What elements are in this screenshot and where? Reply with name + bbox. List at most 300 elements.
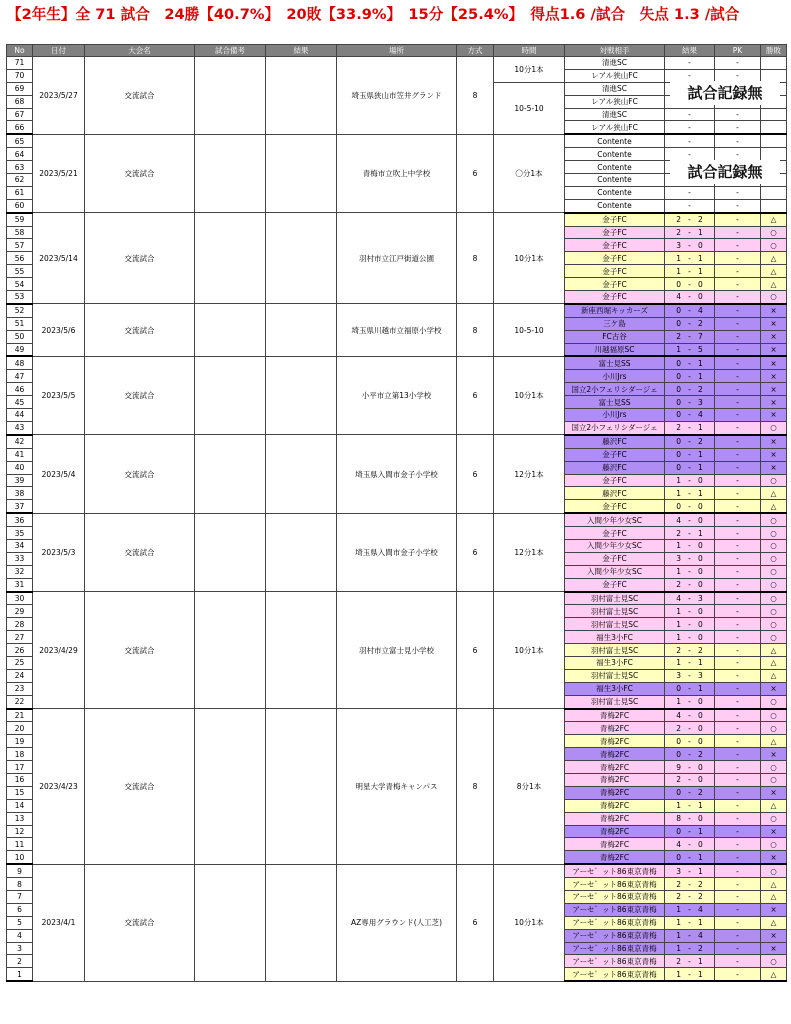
cell-no: 44: [7, 409, 33, 422]
cell-opponent: 羽村富士見SC: [565, 592, 665, 605]
cell-time: 12分1本: [494, 435, 565, 513]
table-row: [7, 709, 787, 722]
cell-note: [195, 356, 266, 434]
score-home: 1: [676, 619, 681, 629]
score-away: 0: [698, 839, 703, 849]
cell-score: 4 - 3: [665, 592, 715, 605]
cell-date: 2023/5/27: [33, 57, 85, 135]
score-home: 1: [676, 345, 681, 355]
cell-score: 2 - 2: [665, 644, 715, 657]
cell-opponent: 青梅2FC: [565, 799, 665, 812]
cell-win-loss: ×: [761, 461, 787, 474]
score-away: 0: [698, 697, 703, 707]
cell-pk: -: [715, 618, 761, 631]
cell-date: 2023/5/3: [33, 513, 85, 591]
cell-pk: -: [715, 786, 761, 799]
score-away: 1: [698, 371, 703, 381]
cell-win-loss: ○: [761, 592, 787, 605]
cell-no: 68: [7, 95, 33, 108]
cell-win-loss: △: [761, 878, 787, 891]
cell-opponent: アーセ゛ット86東京青梅: [565, 878, 665, 891]
cell-pk: -: [715, 134, 761, 147]
cell-no: 24: [7, 669, 33, 682]
cell-opponent: 金子FC: [565, 578, 665, 591]
cell-score: 1 - 1: [665, 656, 715, 669]
cell-win-loss: ○: [761, 291, 787, 304]
col-header-place: 場所: [337, 45, 457, 57]
score-home: 1: [676, 801, 681, 811]
cell-no: 16: [7, 773, 33, 786]
score-away: 0: [698, 632, 703, 642]
cell-opponent: 清進SC: [565, 57, 665, 70]
score-home: 2: [676, 956, 681, 966]
cell-pk: -: [715, 148, 761, 161]
cell-pk: -: [715, 669, 761, 682]
score-away: 3: [698, 593, 703, 603]
cell-score: -: [665, 134, 715, 147]
cell-win-loss: ×: [761, 435, 787, 448]
cell-place: 明星大学青梅キャンパス: [337, 709, 457, 865]
cell-no: 8: [7, 878, 33, 891]
cell-pk: -: [715, 565, 761, 578]
cell-win-loss: ×: [761, 929, 787, 942]
cell-no: 19: [7, 735, 33, 748]
score-home: 3: [676, 240, 681, 250]
cell-pk: -: [715, 69, 761, 82]
cell-pk: -: [715, 304, 761, 317]
cell-pk: -: [715, 812, 761, 825]
cell-win-loss: ○: [761, 552, 787, 565]
score-home: 9: [676, 762, 681, 772]
cell-no: 57: [7, 239, 33, 252]
cell-win-loss: △: [761, 799, 787, 812]
score-away: 2: [698, 788, 703, 798]
cell-pk: -: [715, 799, 761, 812]
cell-note: [195, 57, 266, 135]
cell-win-loss: [761, 108, 787, 121]
cell-win-loss: ○: [761, 838, 787, 851]
cell-opponent: 青梅2FC: [565, 722, 665, 735]
cell-opponent: アーセ゛ット86東京青梅: [565, 968, 665, 981]
cell-win-loss: [761, 134, 787, 147]
cell-no: 71: [7, 57, 33, 70]
cell-time: 10分1本: [494, 864, 565, 981]
cell-no: 27: [7, 631, 33, 644]
cell-pk: -: [715, 631, 761, 644]
cell-date: 2023/4/1: [33, 864, 85, 981]
cell-score: 1 - 1: [665, 968, 715, 981]
cell-no: 6: [7, 903, 33, 916]
cell-pk: -: [715, 500, 761, 513]
cell-event: 交流試合: [85, 134, 195, 212]
table-row: [7, 134, 787, 147]
score-home: 2: [676, 645, 681, 655]
score-home: 3: [676, 554, 681, 564]
cell-no: 60: [7, 199, 33, 212]
score-away: 7: [698, 332, 703, 342]
score-home: 4: [676, 710, 681, 720]
col-header-opponent: 対戦相手: [565, 45, 665, 57]
table-row: [7, 864, 787, 877]
col-header-no: No: [7, 45, 33, 57]
cell-win-loss: ○: [761, 578, 787, 591]
cell-no: 39: [7, 474, 33, 487]
cell-score: 4 - 0: [665, 709, 715, 722]
cell-pk: -: [715, 825, 761, 838]
cell-score: 2 - 1: [665, 421, 715, 434]
score-away: 0: [698, 580, 703, 590]
cell-score: -: [665, 108, 715, 121]
score-away: 3: [698, 671, 703, 681]
score-away: 1: [698, 423, 703, 433]
cell-win-loss: ×: [761, 383, 787, 396]
cell-win-loss: [761, 199, 787, 212]
cell-opponent: 藤沢FC: [565, 435, 665, 448]
score-away: 4: [698, 410, 703, 420]
table-row: [7, 513, 787, 526]
cell-opponent: 福生3小FC: [565, 656, 665, 669]
score-away: 0: [698, 814, 703, 824]
cell-date: 2023/5/14: [33, 213, 85, 304]
cell-format: 6: [457, 134, 494, 212]
score-home: 1: [676, 697, 681, 707]
score-home: 0: [676, 684, 681, 694]
cell-opponent: 清進SC: [565, 82, 665, 95]
score-home: 4: [676, 593, 681, 603]
score-home: 1: [676, 253, 681, 263]
score-home: 0: [676, 736, 681, 746]
table-row: [7, 356, 787, 369]
cell-win-loss: ×: [761, 942, 787, 955]
score-home: 0: [676, 358, 681, 368]
cell-score: 0 - 1: [665, 356, 715, 369]
cell-win-loss: ○: [761, 513, 787, 526]
cell-event: 交流試合: [85, 356, 195, 434]
cell-win-loss: ○: [761, 761, 787, 774]
cell-no: 62: [7, 174, 33, 187]
cell-date: 2023/5/6: [33, 304, 85, 357]
cell-opponent: 羽村富士見SC: [565, 618, 665, 631]
score-home: 0: [676, 371, 681, 381]
cell-win-loss: ×: [761, 343, 787, 356]
score-home: 4: [676, 839, 681, 849]
cell-win-loss: ×: [761, 370, 787, 383]
score-away: 5: [698, 345, 703, 355]
score-home: 0: [676, 501, 681, 511]
cell-score: 1 - 1: [665, 799, 715, 812]
cell-no: 48: [7, 356, 33, 369]
cell-no: 10: [7, 851, 33, 864]
cell-opponent: FC古谷: [565, 330, 665, 343]
cell-score: 0 - 0: [665, 500, 715, 513]
cell-win-loss: ○: [761, 618, 787, 631]
cell-score: 0 - 3: [665, 396, 715, 409]
cell-event: 交流試合: [85, 592, 195, 709]
cell-no: 1: [7, 968, 33, 981]
col-header-result-overall: 結果: [266, 45, 337, 57]
cell-win-loss: △: [761, 891, 787, 904]
cell-score: 1 - 4: [665, 903, 715, 916]
score-home: 0: [676, 410, 681, 420]
cell-opponent: 金子FC: [565, 213, 665, 226]
cell-opponent: アーセ゛ット86東京青梅: [565, 929, 665, 942]
cell-opponent: 羽村富士見SC: [565, 644, 665, 657]
score-home: 8: [676, 814, 681, 824]
cell-time: 10-5-10: [494, 304, 565, 357]
table-row: [7, 435, 787, 448]
cell-win-loss: ○: [761, 812, 787, 825]
cell-format: 6: [457, 356, 494, 434]
cell-opponent: Contente: [565, 161, 665, 174]
cell-pk: -: [715, 656, 761, 669]
score-home: 2: [676, 580, 681, 590]
table-row: [7, 213, 787, 226]
cell-score: 1 - 2: [665, 942, 715, 955]
cell-score: 2 - 2: [665, 891, 715, 904]
col-header-time: 時間: [494, 45, 565, 57]
cell-pk: -: [715, 226, 761, 239]
no-record-stamp: 試合記録無: [670, 160, 780, 184]
cell-event: 交流試合: [85, 435, 195, 513]
cell-win-loss: △: [761, 252, 787, 265]
score-home: 4: [676, 515, 681, 525]
cell-opponent: 青梅2FC: [565, 761, 665, 774]
cell-opponent: 青梅2FC: [565, 838, 665, 851]
cell-pk: -: [715, 435, 761, 448]
cell-win-loss: ×: [761, 682, 787, 695]
cell-pk: -: [715, 955, 761, 968]
cell-win-loss: ×: [761, 409, 787, 422]
score-away: 2: [698, 892, 703, 902]
score-home: 1: [676, 931, 681, 941]
cell-win-loss: ○: [761, 955, 787, 968]
cell-opponent: アーセ゛ット86東京青梅: [565, 942, 665, 955]
cell-place: 羽村市立江戸街道公園: [337, 213, 457, 304]
score-home: 1: [676, 541, 681, 551]
cell-no: 35: [7, 527, 33, 540]
cell-pk: -: [715, 644, 761, 657]
cell-pk: -: [715, 722, 761, 735]
score-home: 1: [676, 475, 681, 485]
cell-opponent: アーセ゛ット86東京青梅: [565, 955, 665, 968]
score-away: 1: [698, 956, 703, 966]
cell-win-loss: △: [761, 916, 787, 929]
cell-opponent: レアル狭山FC: [565, 95, 665, 108]
cell-win-loss: ×: [761, 825, 787, 838]
cell-no: 53: [7, 291, 33, 304]
cell-no: 45: [7, 396, 33, 409]
cell-no: 11: [7, 838, 33, 851]
cell-score: 0 - 4: [665, 304, 715, 317]
cell-result-overall: [266, 513, 337, 591]
cell-event: 交流試合: [85, 709, 195, 865]
cell-win-loss: △: [761, 735, 787, 748]
score-away: 0: [698, 736, 703, 746]
cell-note: [195, 864, 266, 981]
score-home: 1: [676, 658, 681, 668]
cell-score: 1 - 1: [665, 252, 715, 265]
cell-pk: -: [715, 239, 761, 252]
cell-no: 41: [7, 448, 33, 461]
cell-place: 羽村市立富士見小学校: [337, 592, 457, 709]
cell-opponent: 羽村富士見SC: [565, 695, 665, 708]
cell-opponent: Contente: [565, 199, 665, 212]
cell-event: 交流試合: [85, 213, 195, 304]
score-home: 1: [676, 918, 681, 928]
cell-score: 1 - 0: [665, 695, 715, 708]
cell-date: 2023/5/5: [33, 356, 85, 434]
cell-no: 7: [7, 891, 33, 904]
cell-no: 67: [7, 108, 33, 121]
cell-pk: -: [715, 121, 761, 134]
cell-format: 6: [457, 592, 494, 709]
score-away: 1: [698, 266, 703, 276]
cell-score: 0 - 1: [665, 682, 715, 695]
cell-opponent: アーセ゛ット86東京青梅: [565, 864, 665, 877]
score-away: 0: [698, 501, 703, 511]
score-home: 1: [676, 969, 681, 979]
score-home: 2: [676, 775, 681, 785]
cell-opponent: 羽村富士見SC: [565, 669, 665, 682]
cell-win-loss: ×: [761, 317, 787, 330]
cell-opponent: 青梅2FC: [565, 773, 665, 786]
cell-pk: -: [715, 278, 761, 291]
cell-score: 1 - 0: [665, 474, 715, 487]
score-away: 0: [698, 775, 703, 785]
cell-win-loss: △: [761, 968, 787, 981]
cell-pk: -: [715, 461, 761, 474]
cell-score: 1 - 0: [665, 631, 715, 644]
cell-event: 交流試合: [85, 57, 195, 135]
cell-time: 10分1本: [494, 356, 565, 434]
cell-no: 23: [7, 682, 33, 695]
score-away: 0: [698, 554, 703, 564]
cell-time: 10-5-10: [494, 82, 565, 134]
cell-score: 2 - 1: [665, 527, 715, 540]
score-home: 0: [676, 306, 681, 316]
cell-score: 1 - 1: [665, 487, 715, 500]
cell-pk: -: [715, 421, 761, 434]
cell-pk: -: [715, 578, 761, 591]
cell-opponent: 羽村富士見SC: [565, 605, 665, 618]
cell-opponent: レアル狭山FC: [565, 69, 665, 82]
cell-win-loss: ○: [761, 239, 787, 252]
cell-no: 25: [7, 656, 33, 669]
cell-win-loss: ×: [761, 786, 787, 799]
cell-result-overall: [266, 435, 337, 513]
cell-score: 0 - 2: [665, 317, 715, 330]
cell-no: 54: [7, 278, 33, 291]
cell-score: 3 - 0: [665, 239, 715, 252]
cell-win-loss: [761, 121, 787, 134]
cell-opponent: 金子FC: [565, 226, 665, 239]
cell-no: 14: [7, 799, 33, 812]
cell-opponent: 富士見SS: [565, 396, 665, 409]
cell-pk: -: [715, 448, 761, 461]
cell-opponent: 入間少年少女SC: [565, 565, 665, 578]
cell-opponent: アーセ゛ット86東京青梅: [565, 891, 665, 904]
cell-opponent: 青梅2FC: [565, 812, 665, 825]
cell-win-loss: ×: [761, 903, 787, 916]
cell-pk: -: [715, 317, 761, 330]
score-home: 1: [676, 606, 681, 616]
score-away: 0: [698, 567, 703, 577]
cell-pk: -: [715, 356, 761, 369]
cell-no: 63: [7, 161, 33, 174]
cell-opponent: 金子FC: [565, 278, 665, 291]
table-header-row: [7, 45, 787, 57]
cell-win-loss: ×: [761, 396, 787, 409]
score-away: 2: [698, 944, 703, 953]
cell-win-loss: ○: [761, 474, 787, 487]
cell-no: 13: [7, 812, 33, 825]
cell-result-overall: [266, 134, 337, 212]
cell-no: 46: [7, 383, 33, 396]
score-away: 2: [698, 215, 703, 225]
cell-format: 8: [457, 213, 494, 304]
cell-opponent: Contente: [565, 134, 665, 147]
score-away: 0: [698, 710, 703, 720]
cell-date: 2023/4/29: [33, 592, 85, 709]
score-away: 0: [698, 279, 703, 289]
score-home: 3: [676, 671, 681, 681]
cell-score: 4 - 0: [665, 291, 715, 304]
cell-score: 2 - 0: [665, 578, 715, 591]
score-home: 2: [676, 228, 681, 238]
cell-win-loss: ×: [761, 851, 787, 864]
cell-note: [195, 513, 266, 591]
cell-pk: -: [715, 682, 761, 695]
cell-no: 17: [7, 761, 33, 774]
cell-win-loss: ○: [761, 709, 787, 722]
cell-pk: -: [715, 942, 761, 955]
cell-format: 6: [457, 513, 494, 591]
cell-no: 5: [7, 916, 33, 929]
score-away: 1: [698, 801, 703, 811]
cell-format: 8: [457, 709, 494, 865]
cell-opponent: 金子FC: [565, 252, 665, 265]
cell-pk: -: [715, 903, 761, 916]
cell-opponent: 藤沢FC: [565, 461, 665, 474]
cell-opponent: 小川Jrs: [565, 409, 665, 422]
cell-pk: -: [715, 605, 761, 618]
cell-pk: -: [715, 265, 761, 278]
cell-place: 埼玉県入間市金子小学校: [337, 513, 457, 591]
no-record-stamp: 試合記録無: [670, 81, 780, 105]
cell-no: 59: [7, 213, 33, 226]
cell-opponent: 新座西堀キッカーズ: [565, 304, 665, 317]
cell-no: 58: [7, 226, 33, 239]
cell-opponent: 青梅2FC: [565, 748, 665, 761]
cell-opponent: 青梅2FC: [565, 825, 665, 838]
score-away: 1: [698, 826, 703, 836]
cell-opponent: Contente: [565, 148, 665, 161]
score-away: 1: [698, 684, 703, 694]
cell-pk: -: [715, 773, 761, 786]
cell-no: 70: [7, 69, 33, 82]
cell-opponent: 国立2小フェリシダージェ: [565, 421, 665, 434]
col-header-pk: PK: [715, 45, 761, 57]
cell-score: 0 - 1: [665, 461, 715, 474]
cell-pk: -: [715, 838, 761, 851]
cell-pk: -: [715, 695, 761, 708]
cell-date: 2023/5/4: [33, 435, 85, 513]
cell-note: [195, 709, 266, 865]
cell-opponent: 三ケ島: [565, 317, 665, 330]
score-away: 2: [698, 437, 703, 447]
cell-no: 50: [7, 330, 33, 343]
cell-score: 0 - 4: [665, 409, 715, 422]
